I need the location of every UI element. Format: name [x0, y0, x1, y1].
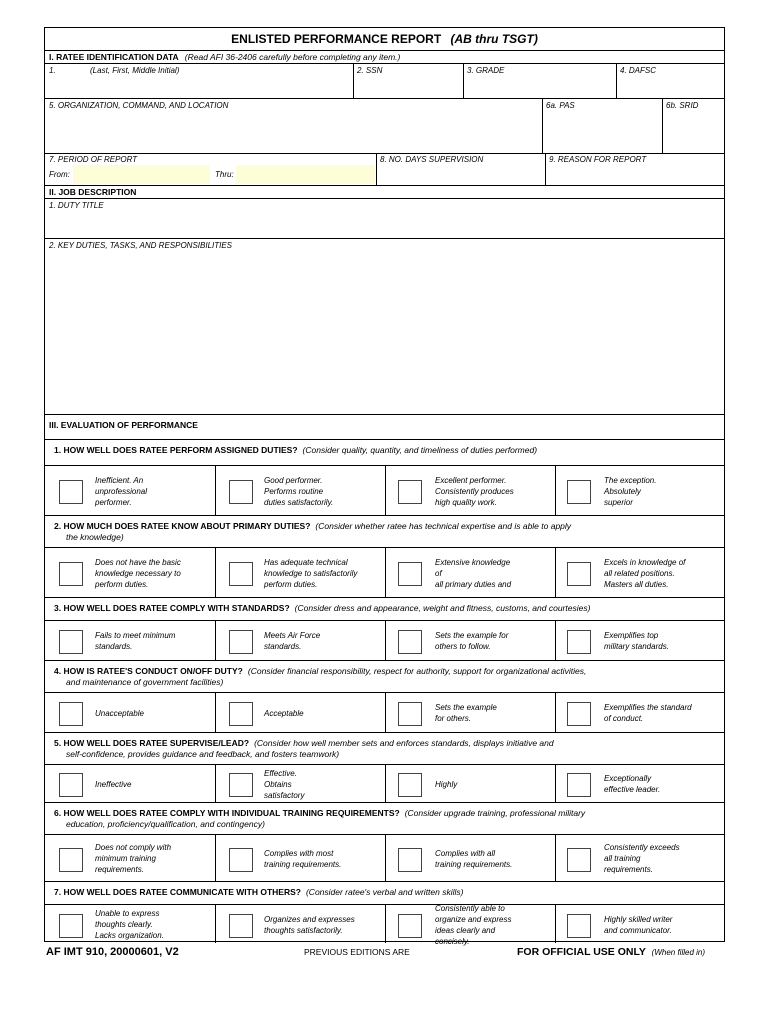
- option-line: Effective.: [264, 768, 297, 778]
- option-line: requirements.: [95, 865, 144, 874]
- option-line: Obtains: [264, 779, 292, 789]
- option-line: thoughts clearly.: [95, 920, 153, 929]
- question-3-option-4-checkbox[interactable]: [567, 630, 591, 654]
- option-line: unprofessional: [95, 486, 148, 496]
- option-line: Lacks organization.: [95, 931, 164, 940]
- question-5-option-3-label: [435, 779, 457, 790]
- question-6-option-3-checkbox[interactable]: [398, 848, 422, 872]
- question-5-note: (Consider how well member sets and enforces standards, displays initiative and: [254, 738, 554, 748]
- thru-input[interactable]: [236, 165, 375, 184]
- official-use-text: FOR OFFICIAL USE ONLY: [517, 946, 646, 958]
- thru-label: Thru:: [215, 170, 234, 179]
- option-line: thoughts satisfactorily.: [264, 925, 343, 935]
- question-2-title: 2. HOW MUCH DOES RATEE KNOW ABOUT PRIMARY DUTIES?: [54, 521, 311, 531]
- question-4-option-2-label: [264, 708, 304, 719]
- question-1-option-2-label: [264, 475, 333, 508]
- option-line: Does not have the basic: [95, 557, 181, 567]
- question-6-title: 6. HOW WELL DOES RATEE COMPLY WITH INDIVIDUAL TRAINING REQUIREMENTS?: [54, 808, 400, 818]
- option-line: Absolutely: [604, 486, 641, 496]
- days-label: 8. NO. DAYS SUPERVISION: [380, 155, 484, 164]
- option-line: Exceptionally: [604, 774, 652, 783]
- ssn-label: 2. SSN: [357, 66, 383, 75]
- question-5-note-cont: self-confidence, provides guidance and feedback, and fosters teamwork): [66, 749, 340, 759]
- question-3-option-3-checkbox[interactable]: [398, 630, 422, 654]
- option-line: Has adequate technical: [264, 557, 348, 567]
- option-line: high quality work.: [435, 497, 497, 507]
- question-4-option-1-checkbox[interactable]: [59, 702, 83, 726]
- question-2-option-4-label: [604, 557, 685, 590]
- option-line: training requirements.: [435, 859, 513, 869]
- name-label: (Last, First, Middle Initial): [90, 66, 180, 75]
- from-input[interactable]: [73, 165, 210, 184]
- question-6-text: [54, 808, 585, 830]
- question-7-text: [54, 887, 463, 898]
- dafsc-label: 4. DAFSC: [620, 66, 657, 75]
- option-line: Inefficient. An: [95, 475, 144, 485]
- option-line: Exemplifies the standard: [604, 703, 692, 712]
- option-line: standards.: [264, 642, 302, 651]
- org-label: 5. ORGANIZATION, COMMAND, AND LOCATION: [49, 101, 229, 110]
- key-duties-input[interactable]: [49, 253, 723, 415]
- question-7-option-2-checkbox[interactable]: [229, 914, 253, 938]
- question-6-note-cont: education, proficiency/qualification, and contingency): [66, 819, 265, 829]
- performance-report-form: [44, 27, 725, 946]
- question-1-option-3-label: [435, 475, 514, 508]
- question-2-option-3-checkbox[interactable]: [398, 562, 422, 586]
- question-5-text: [54, 738, 554, 760]
- question-5-option-1-label: [95, 779, 131, 790]
- option-line: Acceptable: [264, 708, 304, 718]
- option-line: Excellent performer.: [435, 475, 507, 485]
- question-1-option-3-checkbox[interactable]: [398, 480, 422, 504]
- key-duties-label: 2. KEY DUTIES, TASKS, AND RESPONSIBILITIES: [49, 241, 233, 250]
- form-id: AF IMT 910, 20000601, V2: [46, 946, 179, 958]
- question-6-option-1-checkbox[interactable]: [59, 848, 83, 872]
- option-line: superior: [604, 497, 633, 507]
- question-6-option-1-label: [95, 842, 171, 875]
- question-7-option-3-label: [435, 903, 512, 947]
- question-2-option-2-label: [264, 557, 357, 590]
- option-line: for others.: [435, 714, 472, 723]
- question-5-option-2-label: [264, 768, 304, 801]
- question-4-option-3-label: [435, 702, 497, 724]
- option-line: all training: [604, 854, 641, 863]
- option-line: Fails to meet minimum: [95, 631, 176, 640]
- question-6-option-4-checkbox[interactable]: [567, 848, 591, 872]
- option-line: training requirements.: [264, 859, 342, 869]
- question-5-title: 5. HOW WELL DOES RATEE SUPERVISE/LEAD?: [54, 738, 250, 748]
- question-4-option-1-label: [95, 708, 144, 719]
- question-1-option-4-label: [604, 475, 656, 508]
- option-line: Consistently able to: [435, 903, 505, 913]
- option-line: requirements.: [604, 865, 653, 874]
- option-line: Highly: [435, 779, 458, 789]
- section-2-heading: II. JOB DESCRIPTION: [49, 187, 137, 197]
- option-line: The exception.: [604, 475, 657, 485]
- title-text: ENLISTED PERFORMANCE REPORT: [231, 32, 442, 46]
- option-line: Unacceptable: [95, 708, 144, 718]
- option-line: Complies with most: [264, 848, 334, 858]
- option-line: perform duties.: [95, 579, 149, 589]
- name-num: 1.: [49, 66, 56, 75]
- option-line: standards.: [95, 642, 133, 651]
- question-2-note-cont: the knowledge): [66, 532, 124, 542]
- question-2-option-2-checkbox[interactable]: [229, 562, 253, 586]
- question-7-option-1-checkbox[interactable]: [59, 914, 83, 938]
- question-5-option-3-checkbox[interactable]: [398, 773, 422, 797]
- when-filled-note: (When filled in): [651, 948, 706, 957]
- pas-label: 6a. PAS: [546, 101, 575, 110]
- grade-label: 3. GRADE: [467, 66, 505, 75]
- form-title: [45, 32, 724, 46]
- option-line: Unable to express: [95, 909, 160, 918]
- question-5-option-1-checkbox[interactable]: [59, 773, 83, 797]
- question-2-option-4-checkbox[interactable]: [567, 562, 591, 586]
- question-1-option-1-label: [95, 475, 147, 508]
- option-line: Consistently exceeds: [604, 843, 680, 852]
- section-1-note: (Read AFI 36-2406 carefully before completing any item.): [184, 52, 401, 62]
- question-5-option-4-label: [604, 773, 660, 795]
- option-line: Extensive knowledge: [435, 557, 511, 567]
- question-3-option-2-label: [264, 630, 320, 652]
- question-6-option-3-label: [435, 848, 512, 870]
- question-2-note: (Consider whether ratee has technical expertise and is able to apply: [315, 521, 572, 531]
- option-line: ideas clearly and: [435, 925, 496, 935]
- question-7-note: (Consider ratee's verbal and written skills): [305, 887, 464, 897]
- question-4-note: (Consider financial responsibility, respect for authority, support for organizational activities,: [247, 666, 587, 676]
- duty-title-input[interactable]: [49, 212, 723, 240]
- question-3-option-2-checkbox[interactable]: [229, 630, 253, 654]
- option-line: organize and express: [435, 914, 512, 924]
- option-line: and communicator.: [604, 925, 672, 935]
- option-line: satisfactory: [264, 790, 305, 800]
- option-line: all primary duties and: [435, 579, 512, 589]
- question-7-title: 7. HOW WELL DOES RATEE COMMUNICATE WITH OTHERS?: [54, 887, 301, 897]
- question-6-option-2-checkbox[interactable]: [229, 848, 253, 872]
- option-line: Organizes and expresses: [264, 914, 355, 924]
- option-line: Does not comply with: [95, 843, 172, 852]
- reason-label: 9. REASON FOR REPORT: [549, 155, 647, 164]
- title-scope: (AB thru TSGT): [450, 32, 538, 46]
- option-line: performer.: [95, 497, 132, 507]
- question-5-option-4-checkbox[interactable]: [567, 773, 591, 797]
- option-line: perform duties.: [264, 579, 318, 589]
- option-line: Sets the example: [435, 703, 497, 712]
- section-3-heading: III. EVALUATION OF PERFORMANCE: [49, 420, 198, 430]
- option-line: of conduct.: [604, 714, 644, 723]
- option-line: Highly skilled writer: [604, 914, 673, 924]
- question-1-option-2-checkbox[interactable]: [229, 480, 253, 504]
- option-line: Sets the example for: [435, 631, 509, 640]
- question-3-option-4-label: [604, 630, 669, 652]
- option-line: Ineffective: [95, 779, 132, 789]
- option-line: concisely.: [435, 936, 470, 946]
- srid-label: 6b. SRID: [666, 101, 699, 110]
- question-7-option-3-checkbox[interactable]: [398, 914, 422, 938]
- option-line: Complies with all: [435, 848, 496, 858]
- question-4-option-4-label: [604, 702, 692, 724]
- period-label: 7. PERIOD OF REPORT: [49, 155, 138, 164]
- option-line: minimum training: [95, 854, 156, 863]
- option-line: Excels in knowledge of: [604, 557, 686, 567]
- question-1-option-1-checkbox[interactable]: [59, 480, 83, 504]
- question-7-option-2-label: [264, 914, 355, 936]
- question-7-option-4-label: [604, 914, 672, 936]
- question-4-option-2-checkbox[interactable]: [229, 702, 253, 726]
- option-line: effective leader.: [604, 785, 661, 794]
- thru-field[interactable]: [236, 165, 375, 184]
- option-line: knowledge necessary to: [95, 568, 181, 578]
- question-3-option-1-checkbox[interactable]: [59, 630, 83, 654]
- question-6-note: (Consider upgrade training, professional military: [404, 808, 586, 818]
- question-5-option-2-checkbox[interactable]: [229, 773, 253, 797]
- option-line: others to follow.: [435, 642, 491, 651]
- option-line: Consistently produces: [435, 486, 514, 496]
- option-line: knowledge to satisfactorily: [264, 568, 358, 578]
- option-line: Performs routine: [264, 486, 324, 496]
- option-line: duties satisfactorily.: [264, 497, 334, 507]
- option-line: Good performer.: [264, 475, 323, 485]
- question-7-option-1-label: [95, 908, 164, 941]
- question-1-text: [54, 445, 537, 456]
- from-label: From:: [49, 170, 70, 179]
- question-3-text: [54, 603, 590, 614]
- question-2-text: [54, 521, 571, 543]
- question-6-option-4-label: [604, 842, 680, 875]
- question-7-option-4-checkbox[interactable]: [567, 914, 591, 938]
- question-4-option-3-checkbox[interactable]: [398, 702, 422, 726]
- from-field[interactable]: [73, 165, 210, 184]
- question-4-note-cont: and maintenance of government facilities): [66, 677, 224, 687]
- option-line: Meets Air Force: [264, 631, 321, 640]
- option-line: military standards.: [604, 642, 669, 651]
- question-1-note: (Consider quality, quantity, and timeliness of duties performed): [302, 445, 538, 455]
- option-line: Exemplifies top: [604, 631, 659, 640]
- question-3-option-1-label: [95, 630, 175, 652]
- option-line: Masters all duties.: [604, 579, 669, 589]
- editions-note: PREVIOUS EDITIONS ARE: [304, 947, 410, 957]
- option-line: all related positions.: [604, 568, 675, 578]
- question-2-option-3-label: [435, 557, 511, 590]
- question-2-option-1-label: [95, 557, 181, 590]
- question-1-option-4-checkbox[interactable]: [567, 480, 591, 504]
- question-4-option-4-checkbox[interactable]: [567, 702, 591, 726]
- question-4-title: 4. HOW IS RATEE'S CONDUCT ON/OFF DUTY?: [54, 666, 243, 676]
- question-4-text: [54, 666, 586, 688]
- question-1-title: 1. HOW WELL DOES RATEE PERFORM ASSIGNED DUTIES?: [54, 445, 298, 455]
- question-3-note: (Consider dress and appearance, weight and fitness, customs, and courtesies): [294, 603, 591, 613]
- question-3-title: 3. HOW WELL DOES RATEE COMPLY WITH STANDARDS?: [54, 603, 290, 613]
- option-line: of: [435, 568, 442, 578]
- official-use: [517, 946, 705, 958]
- section-1-heading: I. RATEE IDENTIFICATION DATA (Read AFI 36-2406 carefully before completing any item.): [49, 52, 401, 62]
- question-2-option-1-checkbox[interactable]: [59, 562, 83, 586]
- question-6-option-2-label: [264, 848, 341, 870]
- duty-title-label: 1. DUTY TITLE: [49, 201, 104, 210]
- question-3-option-3-label: [435, 630, 508, 652]
